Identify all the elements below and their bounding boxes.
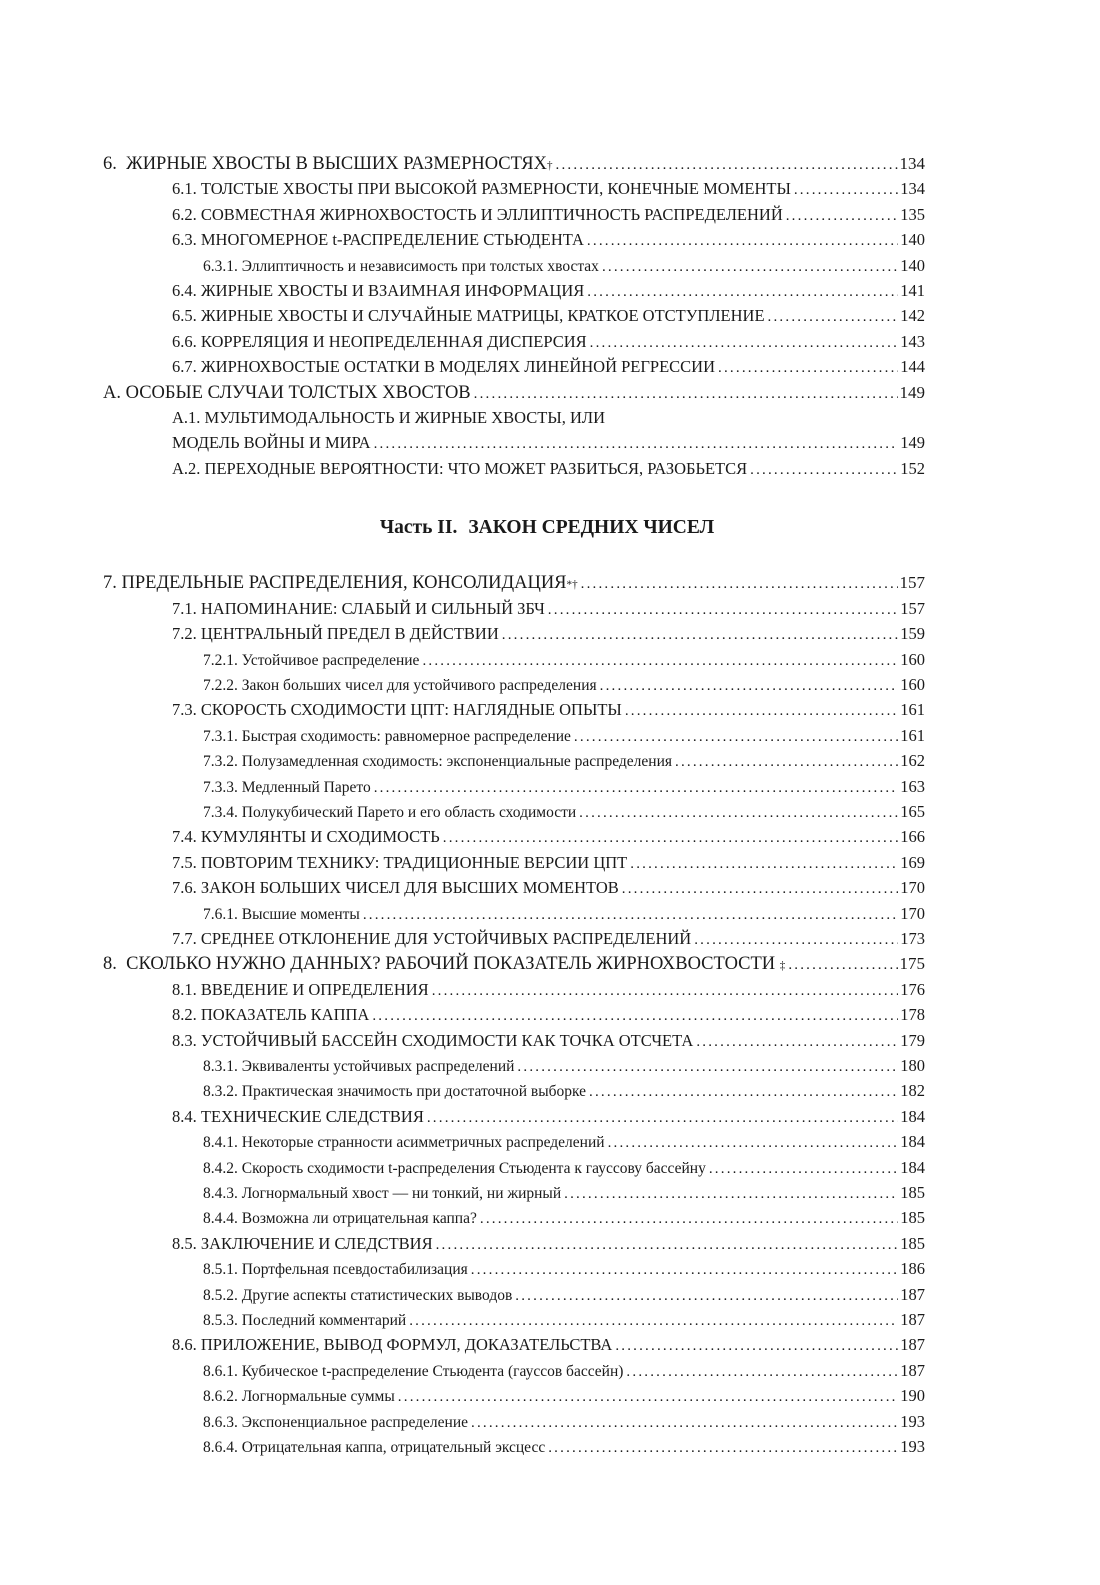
page-number: 170 xyxy=(900,903,925,923)
toc-entry-title: 7.2.2. Закон больших чисел для устойчивого распределения xyxy=(203,676,597,694)
dot-leader xyxy=(768,303,899,330)
dot-leader xyxy=(694,926,898,953)
toc-entry xyxy=(103,1104,925,1129)
page-number: 165 xyxy=(900,801,925,821)
dot-leader xyxy=(502,621,898,648)
toc-entry-title: 6.5. ЖИРНЫЕ ХВОСТЫ И СЛУЧАЙНЫЕ МАТРИЦЫ, КРАТКОЕ ОТСТУПЛЕНИЕ xyxy=(172,306,765,326)
toc-entry xyxy=(103,824,925,849)
toc-entry-title: 7.3. СКОРОСТЬ СХОДИМОСТИ ЦПТ: НАГЛЯДНЫЕ ОПЫТЫ xyxy=(172,700,622,720)
page-number: 161 xyxy=(900,700,925,720)
page-number: 149 xyxy=(900,433,925,453)
toc-entry xyxy=(103,799,925,824)
page-number: 134 xyxy=(899,154,925,173)
toc-entry-title: 8.5.2. Другие аспекты статистических выводов xyxy=(203,1286,513,1304)
toc-entry-title: 7. ПРЕДЕЛЬНЫЕ РАСПРЕДЕЛЕНИЯ, КОНСОЛИДАЦИЯ xyxy=(103,573,567,594)
page-number: 142 xyxy=(900,306,925,326)
toc-entry xyxy=(103,850,925,875)
toc-entry xyxy=(103,1383,925,1408)
toc-entry xyxy=(103,354,925,379)
toc-entry-title: А.2. ПЕРЕХОДНЫЕ ВЕРОЯТНОСТИ: ЧТО МОЖЕТ РАЗБИТЬСЯ, РАЗОБЬЕТСЯ xyxy=(172,458,748,478)
dot-leader xyxy=(615,1332,898,1359)
toc-entry-title: 6.3. МНОГОМЕРНОЕ t-РАСПРЕДЕЛЕНИЕ СТЬЮДЕНТА xyxy=(172,230,584,250)
toc-entry-title: 6.4. ЖИРНЫЕ ХВОСТЫ И ВЗАИМНАЯ ИНФОРМАЦИЯ xyxy=(172,281,585,301)
dot-leader xyxy=(409,1308,898,1334)
page-number: 149 xyxy=(899,382,925,402)
dot-leader xyxy=(574,724,898,750)
toc-entry-title: 8.4.3. Логнормальный хвост — ни тонкий, ни жирный xyxy=(203,1185,562,1203)
page-number: 185 xyxy=(900,1183,925,1203)
page-number: 163 xyxy=(900,776,925,796)
dot-leader xyxy=(436,1231,899,1258)
toc-entry: 8. СКОЛЬКО НУЖНО ДАННЫХ? РАБОЧИЙ ПОКАЗАТЕЛЬ ЖИРНОХВОСТОСТИ ‡ ..... 175 xyxy=(103,951,925,976)
dot-leader xyxy=(556,152,898,178)
toc-entry-title: 8.5.1. Портфельная псевдостабилизация xyxy=(203,1261,468,1279)
toc-entry-title: 7.3.4. Полукубический Парето и его область сходимости xyxy=(203,803,577,821)
toc-entry-title: 6.6. КОРРЕЛЯЦИЯ И НЕОПРЕДЕЛЕННАЯ ДИСПЕРСИЯ xyxy=(172,331,587,351)
toc-entry xyxy=(103,621,925,646)
dot-leader xyxy=(548,596,898,623)
page-number: 157 xyxy=(899,573,925,593)
toc-entry-title: 6.7. ЖИРНОХВОСТЫЕ ОСТАТКИ В МОДЕЛЯХ ЛИНЕЙНОЙ РЕГРЕССИИ xyxy=(172,357,716,377)
toc-entry-title: 8.3.1. Эквиваленты устойчивых распределений xyxy=(203,1058,515,1075)
toc-entry-title: 8.3.2. Практическая значимость при достаточной выборке xyxy=(203,1083,587,1101)
toc-entry xyxy=(103,697,925,722)
page-number: 170 xyxy=(900,878,925,898)
page-number: 184 xyxy=(900,1157,925,1177)
page-number: 152 xyxy=(900,458,925,478)
dot-leader xyxy=(432,977,899,1004)
dot-leader xyxy=(564,1181,898,1207)
dot-leader xyxy=(374,775,899,801)
toc-entry xyxy=(103,227,925,252)
toc-entry xyxy=(103,1028,925,1053)
dot-leader xyxy=(587,278,898,305)
toc-entry xyxy=(103,1282,925,1307)
toc-entry-title: 8.4.4. Возможна ли отрицательная каппа? xyxy=(203,1210,477,1228)
dot-leader xyxy=(427,1104,898,1131)
toc-entry xyxy=(103,774,925,799)
dot-leader xyxy=(471,1410,898,1436)
dot-leader xyxy=(443,824,899,851)
toc-entry xyxy=(103,329,925,354)
page-number: 134 xyxy=(900,179,925,199)
toc-entry-title: 8.6.2. Логнормальные суммы xyxy=(203,1388,395,1406)
page-number: 141 xyxy=(900,281,925,301)
dot-leader xyxy=(587,227,898,254)
part-heading-label: Часть II. xyxy=(379,517,458,539)
dot-leader xyxy=(788,952,897,978)
toc-entry xyxy=(103,456,925,481)
page-number: 160 xyxy=(900,674,925,694)
toc-entry: 7. ПРЕДЕЛЬНЫЕ РАСПРЕДЕЛЕНИЯ, КОНСОЛИДАЦИЯ *† ..... 157 xyxy=(103,570,925,595)
toc-entry-title: 8.3. УСТОЙЧИВЫЙ БАССЕЙН СХОДИМОСТИ КАК ТОЧКА ОТСЧЕТА xyxy=(172,1030,694,1050)
part-heading-title: ЗАКОН СРЕДНИХ ЧИСЕЛ xyxy=(468,517,715,539)
page-number: 135 xyxy=(900,204,925,224)
part-heading xyxy=(136,515,958,541)
page-number: 140 xyxy=(900,230,925,250)
page-number: 185 xyxy=(900,1233,925,1253)
toc-entry xyxy=(103,1129,925,1154)
page-number: 162 xyxy=(900,751,925,771)
dot-leader xyxy=(696,1028,898,1055)
toc-entry-title: 8.4.2. Скорость сходимости t-распределения Стьюдента к гауссову бассейну xyxy=(203,1159,706,1177)
page-number: 169 xyxy=(900,852,925,872)
toc-entry-title: 7.6.1. Высшие моменты xyxy=(203,905,360,923)
dot-leader xyxy=(600,673,899,699)
toc-entry xyxy=(103,176,925,201)
toc-entry-title: 7.3.3. Медленный Парето xyxy=(203,778,371,796)
toc-entry xyxy=(103,977,925,1002)
toc-entry xyxy=(103,926,925,951)
toc-entry xyxy=(103,1205,925,1230)
dot-leader xyxy=(750,456,898,483)
dot-leader xyxy=(602,254,898,280)
page-number: 143 xyxy=(900,331,925,351)
toc-entry-title: 8.6.1. Кубическое t-распределение Стьюдента (гауссов бассейн) xyxy=(203,1362,624,1380)
dot-leader xyxy=(374,430,899,457)
toc-entry-title: 7.5. ПОВТОРИМ ТЕХНИКУ: ТРАДИЦИОННЫЕ ВЕРСИИ ЦПТ xyxy=(172,852,628,872)
dot-leader xyxy=(471,1257,898,1283)
dot-leader xyxy=(372,1002,898,1029)
page-number: 178 xyxy=(900,1005,925,1025)
dot-leader xyxy=(579,800,898,826)
toc-entry xyxy=(103,1307,925,1332)
page-number: 186 xyxy=(900,1259,925,1279)
page-number: 182 xyxy=(900,1081,925,1101)
toc-entry-title: 7.3.1. Быстрая сходимость: равномерное распределение xyxy=(203,727,571,745)
toc-entry xyxy=(103,1002,925,1027)
page-number: 161 xyxy=(900,725,925,745)
page-number: 144 xyxy=(900,357,925,377)
toc-list xyxy=(103,151,925,1460)
toc-entry-title: 8.6.3. Экспоненциальное распределение xyxy=(203,1413,468,1431)
page-number: 180 xyxy=(900,1056,925,1075)
toc-entry-title: 6.2. СОВМЕСТНАЯ ЖИРНОХВОСТОСТЬ И ЭЛЛИПТИЧНОСТЬ РАСПРЕДЕЛЕНИЙ xyxy=(172,204,783,224)
page-number: 184 xyxy=(900,1132,925,1152)
page-number: 175 xyxy=(899,954,925,974)
toc-entry xyxy=(103,748,925,773)
dot-leader xyxy=(581,571,898,597)
toc-entry-title: 8.5.3. Последний комментарий xyxy=(203,1312,407,1330)
toc-entry xyxy=(103,380,925,405)
toc-entry-title: А. ОСОБЫЕ СЛУЧАИ ТОЛСТЫХ ХВОСТОВ xyxy=(103,382,471,403)
toc-entry-title: МОДЕЛЬ ВОЙНЫ И МИРА xyxy=(172,433,371,453)
dot-leader xyxy=(590,329,899,356)
toc-entry xyxy=(103,430,925,455)
page-number: 187 xyxy=(900,1335,925,1355)
toc-entry xyxy=(103,723,925,748)
toc-entry xyxy=(103,1155,925,1180)
toc-entry xyxy=(103,875,925,900)
toc-entry-title: 7.3.2. Полузамедленная сходимость: экспоненциальные распределения xyxy=(203,753,672,771)
dot-leader xyxy=(548,1435,898,1461)
toc-entry xyxy=(103,1078,925,1103)
page-number: 157 xyxy=(900,598,925,618)
dot-leader xyxy=(589,1079,898,1105)
toc-entry xyxy=(103,1180,925,1205)
toc-entry xyxy=(103,1231,925,1256)
toc-entry-title: 6. ЖИРНЫЕ ХВОСТЫ В ВЫСШИХ РАЗМЕРНОСТЯХ xyxy=(103,154,547,174)
dot-leader xyxy=(517,1054,898,1080)
toc-entry-title: 8.5. ЗАКЛЮЧЕНИЕ И СЛЕДСТВИЯ xyxy=(172,1233,433,1253)
toc-entry xyxy=(103,202,925,227)
toc-entry xyxy=(103,1256,925,1281)
dot-leader xyxy=(718,354,898,381)
toc-entry xyxy=(103,596,925,621)
toc-entry-title: 7.4. КУМУЛЯНТЫ И СХОДИМОСТЬ xyxy=(172,827,440,847)
page-number: 193 xyxy=(900,1411,925,1431)
page-number: 176 xyxy=(900,979,925,999)
page-number: 140 xyxy=(900,255,925,275)
toc-entry xyxy=(103,278,925,303)
page-number: 179 xyxy=(900,1030,925,1050)
toc-entry-title: 8.6.4. Отрицательная каппа, отрицательный эксцесс xyxy=(203,1439,546,1457)
toc-entry-title: 7.2.1. Устойчивое распределение xyxy=(203,651,420,669)
dot-leader xyxy=(474,381,898,407)
toc-entry-title: А.1. МУЛЬТИМОДАЛЬНОСТЬ И ЖИРНЫЕ ХВОСТЫ, ИЛИ xyxy=(172,408,605,428)
dot-leader xyxy=(422,648,898,674)
toc-entry xyxy=(103,303,925,328)
page-number: 160 xyxy=(900,649,925,669)
toc-entry: 6. ЖИРНЫЕ ХВОСТЫ В ВЫСШИХ РАЗМЕРНОСТЯХ † ..... 134 xyxy=(103,151,925,176)
toc-entry-title: 8.4.1. Некоторые странности асимметричных распределений xyxy=(203,1134,605,1152)
page-number: 187 xyxy=(900,1284,925,1304)
toc-entry-title: 6.3.1. Эллиптичность и независимость при толстых хвостах xyxy=(203,257,599,275)
toc-entry-title: 7.1. НАПОМИНАНИЕ: СЛАБЫЙ И СИЛЬНЫЙ ЗБЧ xyxy=(172,598,545,618)
page-number: 187 xyxy=(900,1310,925,1330)
page-number: 190 xyxy=(900,1386,925,1406)
toc-entry-title: 8.4. ТЕХНИЧЕСКИЕ СЛЕДСТВИЯ xyxy=(172,1106,424,1126)
toc-entry-title: 8.6. ПРИЛОЖЕНИЕ, ВЫВОД ФОРМУЛ, ДОКАЗАТЕЛЬСТВА xyxy=(172,1335,613,1355)
toc-entry xyxy=(103,1434,925,1459)
dot-leader xyxy=(363,902,898,928)
page-number: 187 xyxy=(900,1360,925,1380)
toc-entry xyxy=(103,647,925,672)
dot-leader xyxy=(398,1384,898,1410)
page-number: 185 xyxy=(900,1208,925,1228)
dot-leader xyxy=(608,1130,899,1156)
dot-leader xyxy=(625,697,898,724)
toc-entry-title: 6.1. ТОЛСТЫЕ ХВОСТЫ ПРИ ВЫСОКОЙ РАЗМЕРНОСТИ, КОНЕЧНЫЕ МОМЕНТЫ xyxy=(172,179,791,199)
toc-entry xyxy=(103,1332,925,1357)
toc-entry-title: 7.7. СРЕДНЕЕ ОТКЛОНЕНИЕ ДЛЯ УСТОЙЧИВЫХ РАСПРЕДЕЛЕНИЙ xyxy=(172,928,692,948)
toc-entry xyxy=(103,1053,925,1078)
dot-leader xyxy=(480,1206,898,1232)
page-number: 166 xyxy=(900,827,925,847)
page-number: 159 xyxy=(900,624,925,644)
dot-leader xyxy=(675,749,898,775)
toc-entry xyxy=(103,1409,925,1434)
page-number: 193 xyxy=(900,1437,925,1457)
page-number: 173 xyxy=(900,928,925,948)
toc-entry-title: 7.2. ЦЕНТРАЛЬНЫЙ ПРЕДЕЛ В ДЕЙСТВИИ xyxy=(172,624,499,644)
toc-entry-title: 7.6. ЗАКОН БОЛЬШИХ ЧИСЕЛ ДЛЯ ВЫСШИХ МОМЕНТОВ xyxy=(172,878,619,898)
dot-leader xyxy=(786,202,899,229)
toc-entry xyxy=(103,253,925,278)
dot-leader xyxy=(622,875,898,902)
dot-leader xyxy=(794,176,898,203)
toc-entry-title: 8. СКОЛЬКО НУЖНО ДАННЫХ? РАБОЧИЙ ПОКАЗАТЕЛЬ ЖИРНОХВОСТОСТИ xyxy=(103,954,780,975)
toc-entry-title: 8.1. ВВЕДЕНИЕ И ОПРЕДЕЛЕНИЯ xyxy=(172,979,429,999)
dot-leader xyxy=(626,1359,898,1385)
toc-entry xyxy=(103,901,925,926)
dot-leader xyxy=(515,1283,898,1309)
toc-entry xyxy=(103,1358,925,1383)
dot-leader xyxy=(709,1156,898,1182)
page-number: 184 xyxy=(900,1106,925,1126)
toc-entry xyxy=(103,672,925,697)
dot-leader xyxy=(630,850,898,877)
toc-entry xyxy=(103,405,925,430)
toc-entry-title: 8.2. ПОКАЗАТЕЛЬ КАППА xyxy=(172,1005,370,1025)
